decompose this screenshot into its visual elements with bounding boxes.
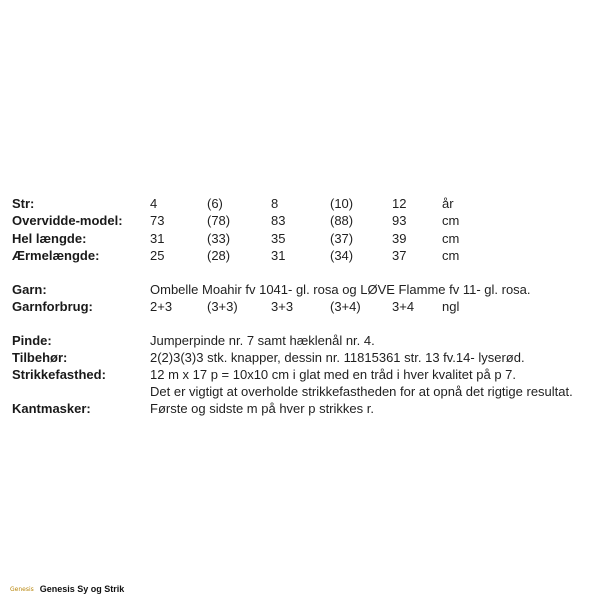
- yarn-text: Ombelle Moahir fv 1041- gl. rosa og LØVE Flamme fv 11- gl. rosa.: [150, 282, 531, 297]
- sleeve-label: Ærmelængde:: [12, 248, 100, 263]
- needles-text: Jumperpinde nr. 7 samt hæklenål nr. 4.: [150, 333, 375, 348]
- yarn-usage-value: (3+3): [207, 299, 238, 314]
- yarn-usage-value: 3+3: [271, 299, 294, 314]
- length-label: Hel længde:: [12, 231, 87, 246]
- size-unit: år: [442, 196, 454, 211]
- size-value: (10): [330, 196, 354, 211]
- sleeve-value: (34): [330, 248, 354, 263]
- length-value: 35: [271, 231, 286, 246]
- width-value: 83: [271, 213, 286, 228]
- brand-name: Genesis Sy og Strik: [39, 584, 125, 594]
- length-unit: cm: [442, 231, 460, 246]
- length-value: 31: [150, 231, 165, 246]
- yarn-label: Garn:: [12, 282, 47, 297]
- yarn-usage-value: 3+4: [392, 299, 415, 314]
- sleeve-unit: cm: [442, 248, 460, 263]
- accessories-label: Tilbehør:: [12, 350, 68, 365]
- sleeve-value: 37: [392, 248, 407, 263]
- needles-label: Pinde:: [12, 333, 52, 348]
- size-value: 12: [392, 196, 407, 211]
- edge-label: Kantmasker:: [12, 401, 91, 416]
- size-label: Str:: [12, 196, 35, 211]
- size-value: (6): [207, 196, 223, 211]
- width-value: 93: [392, 213, 407, 228]
- length-value: (33): [207, 231, 231, 246]
- accessories-text: 2(2)3(3)3 stk. knapper, dessin nr. 11815361 str. 13 fv.14- lyserød.: [150, 350, 525, 365]
- length-value: 39: [392, 231, 407, 246]
- size-value: 4: [150, 196, 158, 211]
- genesis-logo: Genesis: [10, 585, 34, 593]
- width-unit: cm: [442, 213, 460, 228]
- yarn-usage-label: Garnforbrug:: [12, 299, 93, 314]
- yarn-usage-value: 2+3: [150, 299, 173, 314]
- yarn-usage-value: (3+4): [330, 299, 361, 314]
- width-value: 73: [150, 213, 165, 228]
- yarn-usage-unit: ngl: [442, 299, 460, 314]
- edge-text: Første og sidste m på hver p strikkes r.: [150, 401, 374, 416]
- length-value: (37): [330, 231, 354, 246]
- width-value: (88): [330, 213, 354, 228]
- width-label: Overvidde-model:: [12, 213, 123, 228]
- width-value: (78): [207, 213, 231, 228]
- size-value: 8: [271, 196, 279, 211]
- gauge-label: Strikkefasthed:: [12, 367, 106, 382]
- sleeve-value: (28): [207, 248, 231, 263]
- footer: [10, 584, 124, 594]
- gauge-text-line2: Det er vigtigt at overholde strikkefastheden for at opnå det rigtige resultat.: [150, 384, 573, 399]
- gauge-text-line1: 12 m x 17 p = 10x10 cm i glat med en tråd i hver kvalitet på p 7.: [150, 367, 516, 382]
- sleeve-value: 31: [271, 248, 286, 263]
- sleeve-value: 25: [150, 248, 165, 263]
